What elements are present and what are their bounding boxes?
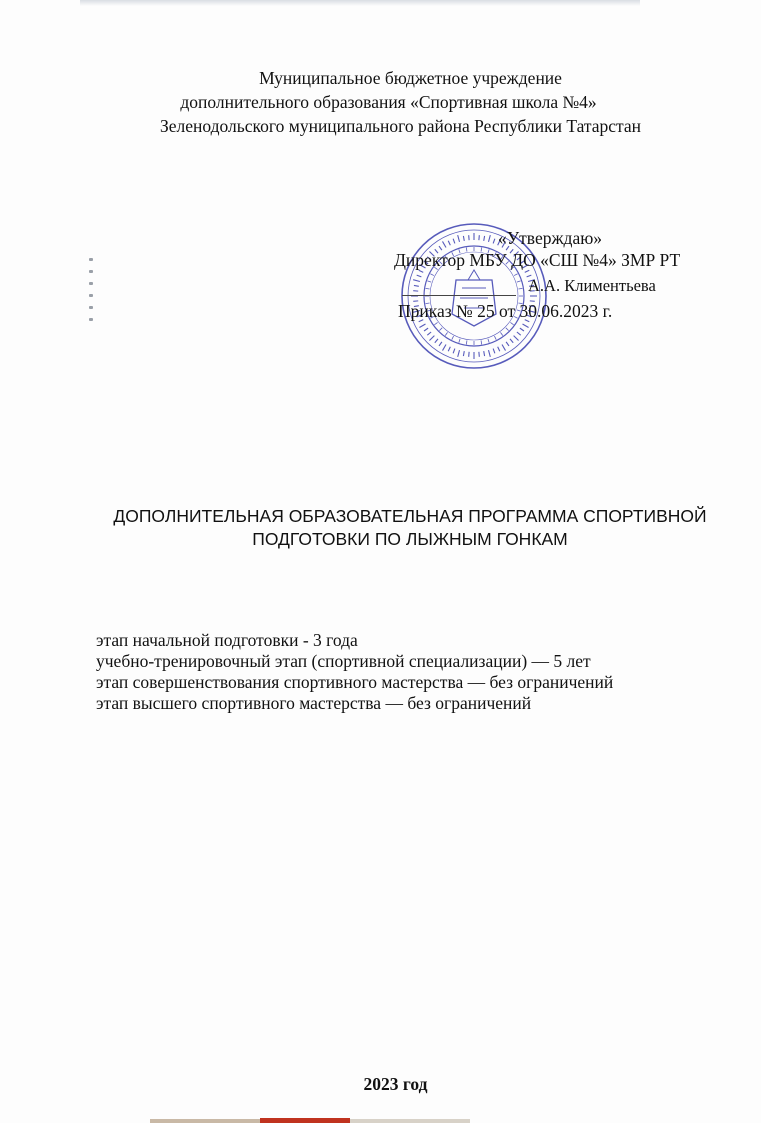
- stage-item: этап высшего спортивного мастерства — без ограничений: [96, 693, 532, 713]
- header-line-2: дополнительного образования «Спортивная школа №4»: [180, 92, 597, 112]
- approval-block: [370, 224, 730, 374]
- scan-top-edge: [80, 0, 640, 6]
- approval-order: Приказ № 25 от 30.06.2023 г.: [398, 301, 613, 321]
- approval-name: А.А. Климентьева: [528, 276, 656, 295]
- institution-header: [0, 66, 761, 138]
- stage-item: этап начальной подготовки - 3 года: [96, 630, 358, 650]
- binding-holes: [89, 258, 95, 330]
- program-title: [70, 505, 750, 551]
- stage-item: учебно-тренировочный этап (спортивной специализации) — 5 лет: [96, 651, 591, 671]
- header-line-1: Муниципальное бюджетное учреждение: [259, 68, 562, 88]
- document-year: 2023 год: [363, 1074, 428, 1094]
- scan-bottom-edge: [150, 1117, 470, 1123]
- signature-line: [402, 295, 516, 296]
- program-title-line-1: ДОПОЛНИТЕЛЬНАЯ ОБРАЗОВАТЕЛЬНАЯ ПРОГРАММА СПОРТИВНОЙ: [113, 506, 707, 526]
- header-line-3: Зеленодольского муниципального района Республики Татарстан: [159, 116, 642, 136]
- approval-director: Директор МБУ ДО «СШ №4» ЗМР РТ: [394, 250, 681, 270]
- approval-title: «Утверждаю»: [498, 228, 603, 248]
- stages-list: [96, 630, 736, 714]
- stage-item: этап совершенствования спортивного мастерства — без ограничений: [96, 672, 614, 692]
- program-title-line-2: ПОДГОТОВКИ ПО ЛЫЖНЫМ ГОНКАМ: [252, 529, 568, 549]
